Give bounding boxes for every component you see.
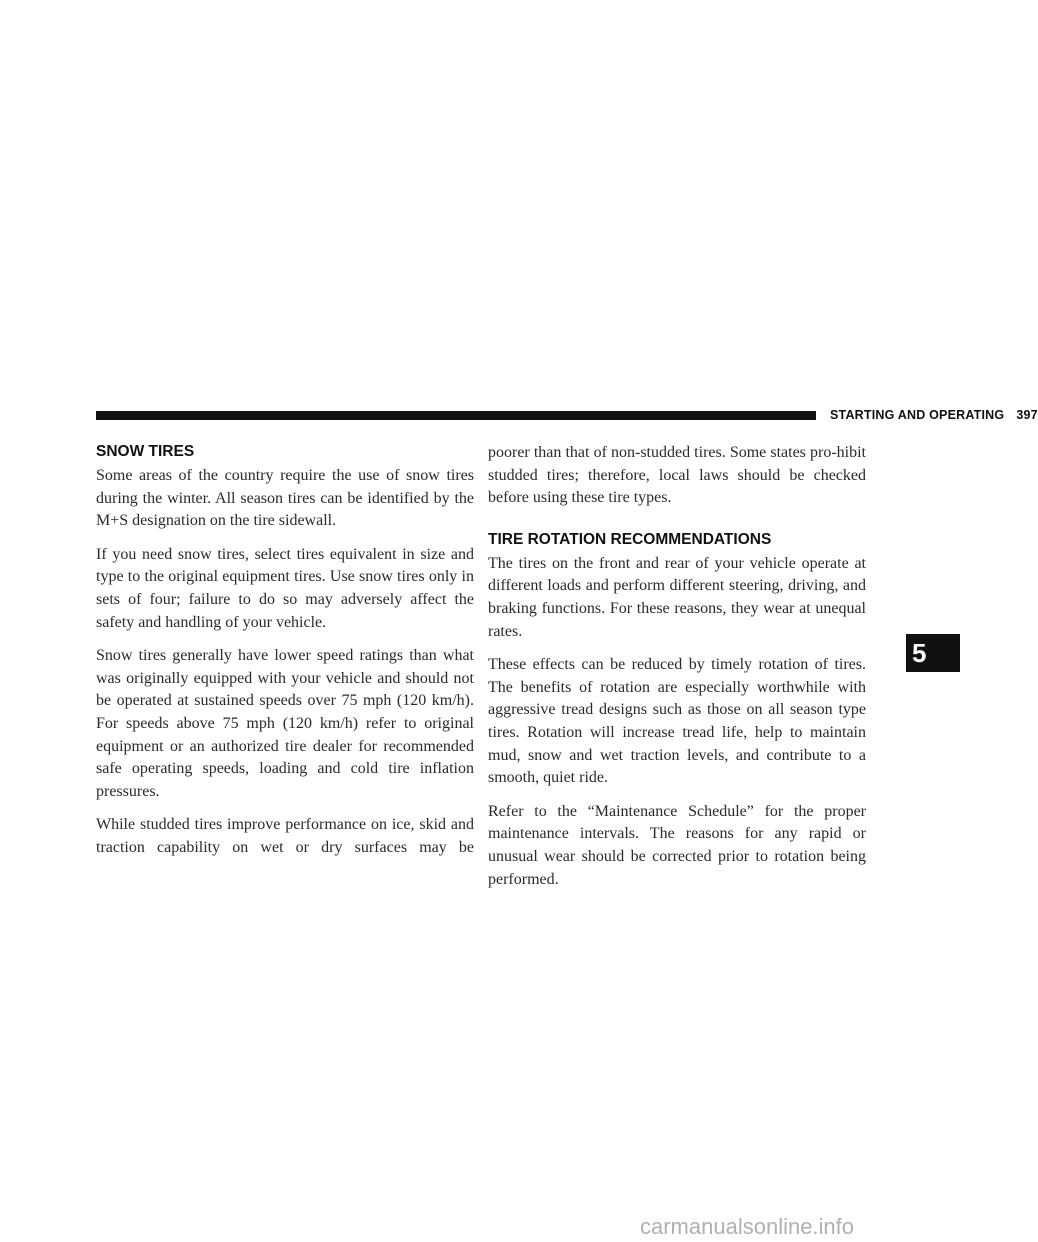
paragraph: Refer to the “Maintenance Schedule” for the proper maintenance intervals. The reasons for any rapid or unusual wear should be corrected prior to rotation being performed. <box>488 802 866 888</box>
paragraph: If you need snow tires, select tires equivalent in size and type to the original equipment tires. Use snow tires only in sets of four; failure to do so may adversely affect the safety and handling of your vehicle. <box>96 545 474 631</box>
paragraph: Snow tires generally have lower speed ratings than what was originally equipped with your vehicle and should not be operated at sustained speeds over 75 mph (120 km/h). For speeds above 75 mph (120 km/h) refer to original equipment or an authorized tire dealer for recommended safe operating speeds, loading and cold tire inflation pressures. <box>96 647 474 800</box>
snow-tires-heading: SNOW TIRES <box>96 443 195 460</box>
right-column <box>488 442 866 902</box>
continued-paragraph: poorer than that of non-studded tires. Some states pro-hibit studded tires; therefore, local laws should be checked before using these tire types. <box>488 444 866 507</box>
paragraph: While studded tires improve performance on ice, skid and traction capability on wet or dry surfaces may be <box>96 816 474 856</box>
chapter-tab: 5 <box>906 634 960 672</box>
header-rule <box>96 411 816 420</box>
paragraph: These effects can be reduced by timely rotation of tires. The benefits of rotation are especially worthwhile with aggressive tread designs such as those on all season type tires. Rotation will increase tread life, help to maintain mud, snow and wet traction levels, and contribute to a smooth, quiet ride. <box>488 656 866 787</box>
section-title: STARTING AND OPERATING <box>830 408 1005 422</box>
tire-rotation-heading: TIRE ROTATION RECOMMENDATIONS <box>488 530 772 548</box>
paragraph: Some areas of the country require the use of snow tires during the winter. All season tires can be identified by the M+S designation on the tire sidewall. <box>96 467 474 530</box>
left-column <box>96 442 474 871</box>
paragraph: The tires on the front and rear of your vehicle operate at different loads and perform different steering, driving, and braking functions. For these reasons, they wear at unequal rates. <box>488 554 866 640</box>
watermark: carmanualsonline.info <box>640 1214 855 1239</box>
page-number: 397 <box>1016 408 1038 422</box>
running-header <box>830 408 1038 422</box>
